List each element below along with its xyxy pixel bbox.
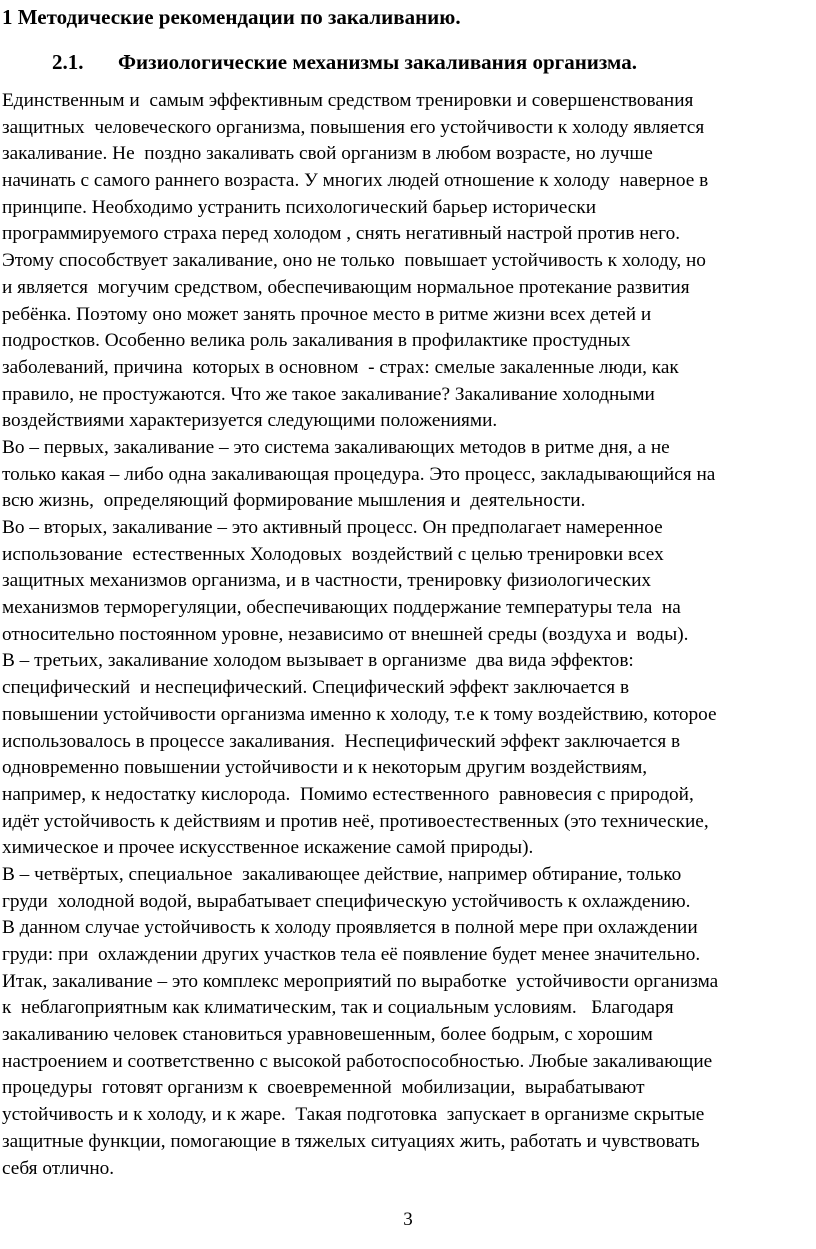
text-line: груди: при охлаждении других участков тела её появление будет менее значительно. xyxy=(2,944,701,965)
text-line: использовалось в процессе закаливания. Неспецифический эффект заключается в xyxy=(2,730,681,752)
text-line: Итак, закаливание – это комплекс мероприятий по выработке устойчивости организма xyxy=(2,970,719,992)
text-line: В – четвёртых, специальное закаливающее действие, например обтирание, только xyxy=(2,863,682,885)
text-line: к неблагоприятным как климатическим, так и социальным условиям. Благодаря xyxy=(2,997,674,1019)
text-line: В – третьих, закаливание холодом вызывает в организме два вида эффектов: xyxy=(2,650,634,672)
text-line: себя отлично. xyxy=(2,1157,115,1179)
subsection-number: 2.1. xyxy=(52,50,84,74)
text-line: Этому способствует закаливание, оно не только повышает устойчивость к холоду, но xyxy=(2,250,706,272)
text-line: программируемого страха перед холодом , снять негативный настрой против него. xyxy=(2,223,681,245)
text-line: защитных человеческого организма, повышения его устойчивости к холоду является xyxy=(2,116,705,138)
text-line: одновременно повышении устойчивости и к некоторым другим воздействиям, xyxy=(2,757,648,779)
text-line: Во – первых, закаливание – это система закаливающих методов в ритме дня, а не xyxy=(2,436,670,458)
text-line: закаливанию человек становиться уравновешенным, более бодрым, с хорошим xyxy=(2,1024,653,1046)
text-line: и является могучим средством, обеспечивающим нормальное протекание развития xyxy=(2,276,690,298)
text-line: специфический и неспецифический. Специфический эффект заключается в xyxy=(2,677,630,699)
text-line: воздействиями характеризуется следующими положениями. xyxy=(2,410,498,432)
text-line: ребёнка. Поэтому оно может занять прочное место в ритме жизни всех детей и xyxy=(2,303,652,325)
body-text xyxy=(2,88,816,1182)
subsection-heading xyxy=(52,49,637,75)
text-line: химическое и прочее искусственное искажение самой природы). xyxy=(2,837,534,859)
text-line: защитных механизмов организма, и в частности, тренировку физиологических xyxy=(2,570,652,592)
text-line: принципе. Необходимо устранить психологический барьер исторически xyxy=(2,196,597,218)
section-heading: 1 Методические рекомендации по закаливанию. xyxy=(2,5,461,29)
text-line: процедуры готовят организм к своевременной мобилизации, вырабатывают xyxy=(2,1077,645,1099)
text-line: повышении устойчивости организма именно к холоду, т.е к тому воздействию, которое xyxy=(2,703,717,725)
text-line: относительно постоянном уровне, независимо от внешней среды (воздуха и воды). xyxy=(2,623,689,645)
text-line: идёт устойчивость к действиям и против неё, противоестественных (это технические, xyxy=(2,810,709,832)
page-number: 3 xyxy=(403,1209,413,1230)
text-line: Во – вторых, закаливание – это активный процесс. Он предполагает намеренное xyxy=(2,517,663,538)
text-line: Единственным и самым эффективным средством тренировки и совершенствования xyxy=(2,90,694,111)
subsection-title: Физиологические механизмы закаливания организма. xyxy=(118,50,637,74)
text-line: всю жизнь, определяющий формирование мышления и деятельности. xyxy=(2,490,586,512)
text-line: заболеваний, причина которых в основном - страх: смелые закаленные люди, как xyxy=(2,356,679,378)
text-line: настроением и соответственно с высокой работоспособностью. Любые закаливающие xyxy=(2,1050,713,1072)
text-line: только какая – либо одна закаливающая процедура. Это процесс, закладывающийся на xyxy=(2,463,716,485)
text-line: использование естественных Холодовых воздействий с целью тренировки всех xyxy=(2,543,664,565)
text-line: начинать с самого раннего возраста. У многих людей отношение к холоду наверное в xyxy=(2,170,709,192)
text-line: груди холодной водой, вырабатывает специфическую устойчивость к охлаждению. xyxy=(2,890,691,912)
text-line: подростков. Особенно велика роль закаливания в профилактике простудных xyxy=(2,330,631,352)
text-line: В данном случае устойчивость к холоду проявляется в полной мере при охлаждении xyxy=(2,917,698,939)
text-line: устойчивость и к холоду, и к жаре. Такая подготовка запускает в организме скрытые xyxy=(2,1104,705,1126)
text-line: механизмов терморегуляции, обеспечивающих поддержание температуры тела на xyxy=(2,597,681,619)
text-line: закаливание. Не поздно закаливать свой организм в любом возрасте, но лучше xyxy=(2,143,653,165)
text-line: например, к недостатку кислорода. Помимо естественного равновесия с природой, xyxy=(2,783,694,805)
text-line: правило, не простужаются. Что же такое закаливание? Закаливание холодными xyxy=(2,383,655,405)
text-line: защитные функции, помогающие в тяжелых ситуациях жить, работать и чувствовать xyxy=(2,1130,700,1152)
